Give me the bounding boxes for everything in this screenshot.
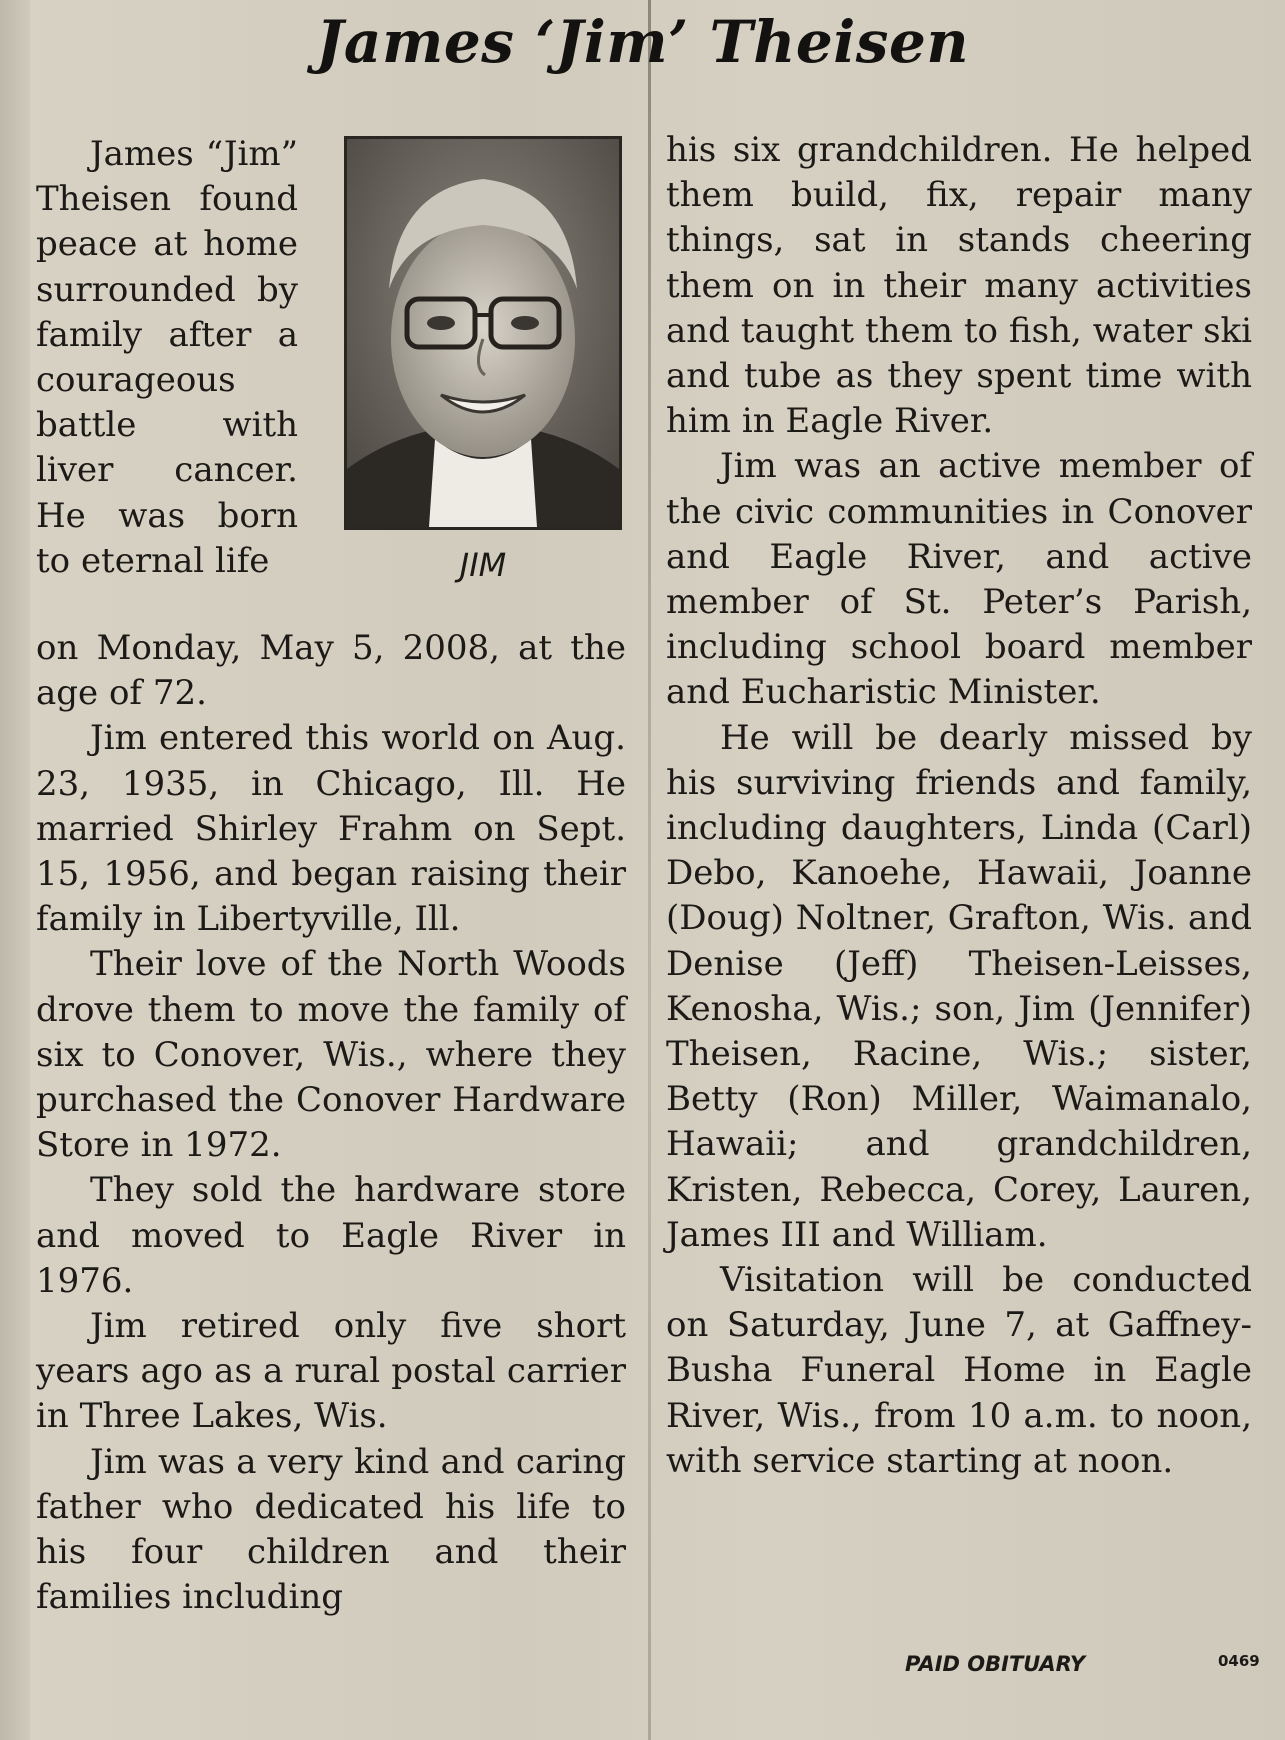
portrait-photo <box>344 136 622 530</box>
grandchildren-paragraph: his six grandchildren. He helped them build, fix, repair many things, sat in stands cheering them on in their many activities and taught them to fish, water ski and tube as they spent time with him in Eagle River. <box>666 130 1252 442</box>
father-paragraph: Jim was a very kind and caring father who dedicated his life to his four children and their families including <box>36 1441 626 1618</box>
portrait-image <box>347 139 619 527</box>
adjacent-column-shadow <box>0 0 30 1740</box>
ad-code: 0469 <box>1218 1652 1260 1670</box>
column2-body <box>666 128 1252 1484</box>
north-woods-paragraph: Their love of the North Woods drove them to move the family of six to Conover, Wis., where they purchased the Conover Hardware Store in 1972. <box>36 944 626 1166</box>
retirement-paragraph: Jim retired only five short years ago as a rural postal carrier in Three Lakes, Wis. <box>36 1306 626 1437</box>
intro-paragraph-end: on Monday, May 5, 2008, at the age of 72. <box>36 628 626 714</box>
community-paragraph: Jim was an active member of the civic communities in Conover and Eagle River, and active member of St. Peter’s Parish, including school board member and Eucharistic Minister. <box>666 446 1252 713</box>
survivors-paragraph: He will be dearly missed by his surviving friends and family, including daughters, Linda (Carl) Debo, Kanoehe, Hawaii, Joanne (Doug) Noltner, Grafton, Wis. and Denise (Jeff) Theisen-Leisses, Kenosha, Wis.; son, Jim (Jennifer) Theisen, Racine, Wis.; sister, Betty (Ron) Miller, Waimanalo, Hawaii; and grandchildren, Kristen, Rebecca, Corey, Lauren, James III and William. <box>666 717 1252 1255</box>
paper-fold-line <box>648 0 651 1740</box>
intro-paragraph-start: James “Jim” Theisen found peace at home surrounded by family after a courageous battle with liver cancer. He was born to eternal life <box>36 134 298 581</box>
photo-caption: JIM <box>459 546 507 584</box>
obituary-title: James ‘Jim’ Theisen <box>315 8 970 76</box>
visitation-paragraph: Visitation will be conducted on Saturday, June 7, at Gaffney-Busha Funeral Home in Eagle River, Wis., from 10 a.m. to noon, with service starting at noon. <box>666 1260 1252 1481</box>
column1-body <box>36 626 626 1620</box>
birth-paragraph: Jim entered this world on Aug. 23, 1935, in Chicago, Ill. He married Shirley Frahm on Sept. 15, 1956, and began raising their family in Libertyville, Ill. <box>36 718 626 940</box>
hardware-store-paragraph: They sold the hardware store and moved to Eagle River in 1976. <box>36 1170 626 1301</box>
column1-intro <box>36 132 298 584</box>
paid-obituary-label: PAID OBITUARY <box>905 1652 1086 1676</box>
